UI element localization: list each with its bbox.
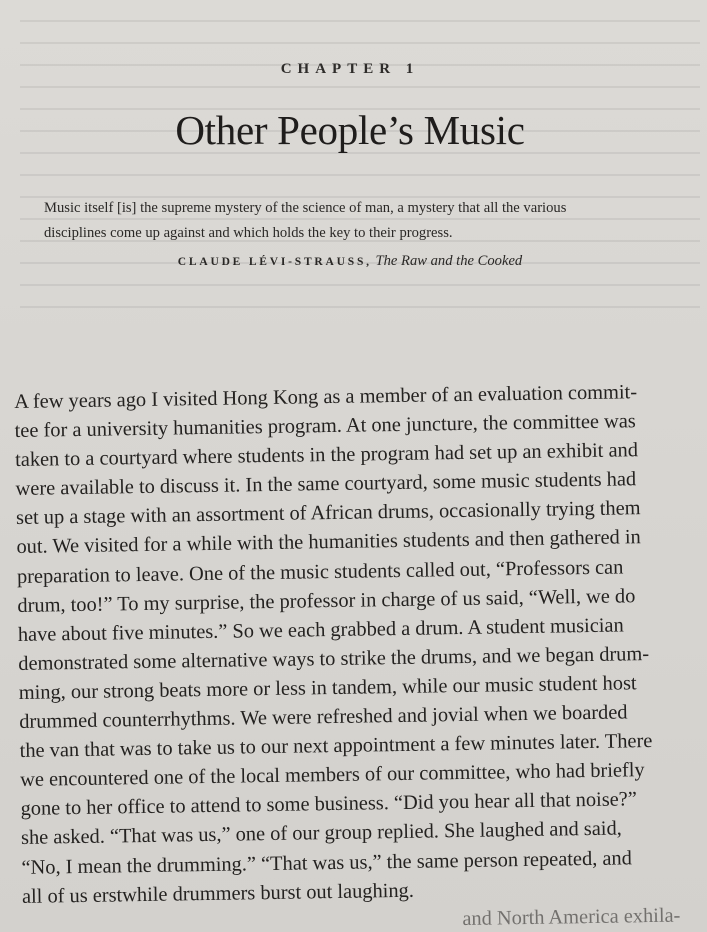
body-line: the van that was to take us to our next appointment a few minutes later. There: [19, 730, 653, 763]
epigraph-attribution: [100, 253, 600, 270]
body-line: demonstrated some alternative ways to strike the drums, and we began drum-: [18, 642, 650, 675]
body-line: “No, I mean the drumming.” “That was us,” the same person repeated, and: [21, 846, 633, 879]
body-line: A few years ago I visited Hong Kong as a member of an evaluation commit-: [14, 381, 638, 413]
body-line: were available to discuss it. In the same courtyard, some music students had: [15, 468, 637, 501]
body-line: set up a stage with an assortment of African drums, occasionally trying them: [15, 497, 641, 530]
epigraph-author: CLAUDE LÉVI-STRAUSS,: [177, 256, 372, 268]
body-line: have about five minutes.” So we each grabbed a drum. A student musician: [17, 614, 624, 646]
epigraph-line: disciplines come up against and which holds the key to their progress.: [44, 225, 453, 241]
chapter-label: CHAPTER 1: [280, 61, 420, 77]
body-line: she asked. “That was us,” one of our group replied. She laughed and said,: [20, 817, 622, 850]
body-line: we encountered one of the local members of our committee, who had briefly: [19, 759, 645, 792]
epigraph-line: Music itself [is] the supreme mystery of the science of man, a mystery that all the various: [44, 200, 567, 216]
body-line: tee for a university humanities program. At one juncture, the committee was: [14, 410, 636, 443]
body-line: ming, our strong beats more or less in tandem, while our music student host: [18, 672, 637, 704]
body-text: [14, 377, 707, 932]
body-line: preparation to leave. One of the music students called out, “Professors can: [16, 556, 624, 588]
show-through-texture: [20, 0, 700, 340]
body-line: drum, too!” To my surprise, the professor in charge of us said, “Well, we do: [17, 584, 636, 617]
body-line: taken to a courtyard where students in the program had set up an exhibit and: [14, 439, 639, 472]
epigraph: [44, 196, 664, 246]
body-line: gone to her office to attend to some business. “Did you hear all that noise?”: [20, 788, 637, 821]
body-line: out. We visited for a while with the humanities students and then gathered in: [16, 526, 641, 559]
chapter-title: Other People’s Music: [175, 107, 525, 153]
epigraph-source-title: The Raw and the Cooked: [375, 253, 523, 269]
body-line: drummed counterrhythms. We were refreshed and jovial when we boarded: [19, 701, 628, 733]
cut-off-fragment: and North America exhila-: [462, 904, 681, 930]
body-line: all of us erstwhile drummers burst out laughing.: [21, 879, 415, 908]
